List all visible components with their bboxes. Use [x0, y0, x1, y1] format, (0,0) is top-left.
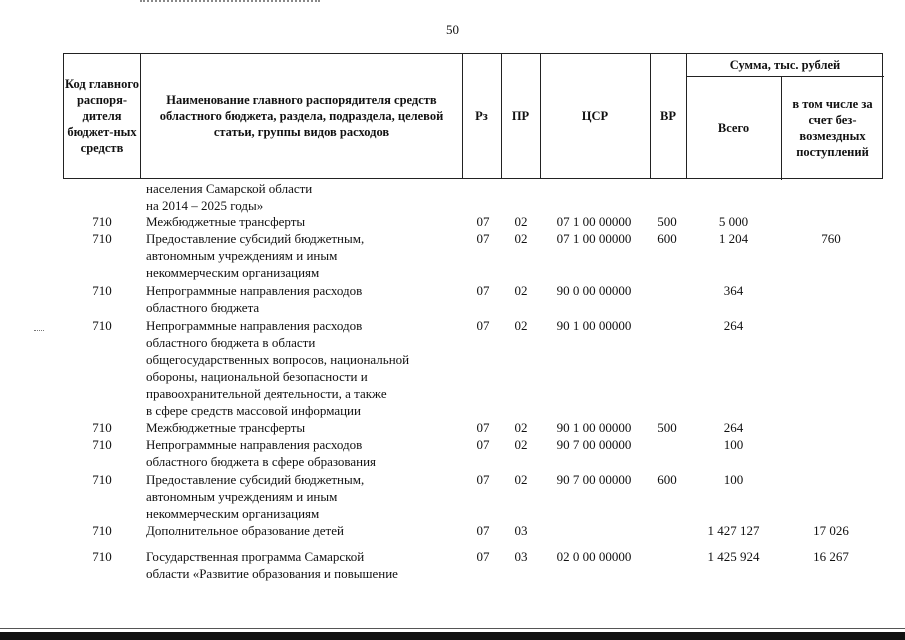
cell-pr: 02 — [514, 472, 528, 487]
cell-rz: 07 — [476, 420, 490, 435]
cell-total: 1 204 — [718, 231, 749, 246]
cell-total: 264 — [723, 420, 744, 435]
cell-code: 710 — [92, 214, 112, 229]
cell-csr: 07 1 00 00000 — [556, 231, 632, 246]
cell-name: населения Самарской области на 2014 – 2025 годы» — [146, 181, 313, 213]
cell-vr: 500 — [657, 420, 677, 435]
cell-csr: 90 1 00 00000 — [556, 420, 632, 435]
cell-rz: 07 — [476, 283, 490, 298]
header-free: в том числе за счет без-возмездных поступлений — [792, 96, 873, 159]
cell-rz: 07 — [476, 523, 490, 538]
cell-pr: 02 — [514, 231, 528, 246]
cell-total: 1 425 924 — [707, 549, 760, 564]
cell-total: 1 427 127 — [707, 523, 760, 538]
cell-vr: 600 — [657, 472, 677, 487]
cell-free: 17 026 — [813, 523, 849, 538]
cell-vr: 500 — [657, 214, 677, 229]
cell-total: 264 — [723, 318, 744, 333]
bottom-rule — [0, 632, 905, 640]
cell-total: 364 — [723, 283, 744, 298]
cell-vr: 600 — [657, 231, 677, 246]
cell-name: Предоставление субсидий бюджетным, автономным учреждениям и иным некоммерческим организациям — [146, 231, 365, 280]
cell-code: 710 — [92, 231, 112, 246]
cell-free: 760 — [821, 231, 841, 246]
header-rz: Рз — [475, 109, 488, 123]
cell-pr: 02 — [514, 437, 528, 452]
cell-name: Непрограммные направления расходов областного бюджета — [146, 283, 363, 315]
header-vr: ВР — [660, 109, 676, 123]
table-header — [63, 53, 883, 179]
cell-pr: 02 — [514, 283, 528, 298]
cell-code: 710 — [92, 420, 112, 435]
header-pr: ПР — [511, 109, 530, 123]
cell-name: Государственная программа Самарской области «Развитие образования и повышение — [146, 549, 398, 581]
cell-csr: 90 7 00 00000 — [556, 437, 632, 452]
cell-pr: 02 — [514, 420, 528, 435]
cell-pr: 03 — [514, 523, 528, 538]
cell-rz: 07 — [476, 437, 490, 452]
cell-code: 710 — [92, 318, 112, 333]
cell-pr: 02 — [514, 214, 528, 229]
cell-rz: 07 — [476, 214, 490, 229]
header-name: Наименование главного распорядителя средств областного бюджета, раздела, подраздела, целевой статьи, группы видов расходов — [159, 93, 444, 139]
header-total: Всего — [717, 120, 750, 135]
header-code: Код главного распоря-дителя бюджет-ных средств — [65, 77, 139, 155]
cell-csr: 90 0 00 00000 — [556, 283, 632, 298]
cell-rz: 07 — [476, 472, 490, 487]
header-sum: Сумма, тыс. рублей — [729, 58, 841, 72]
cell-rz: 07 — [476, 231, 490, 246]
cell-code: 710 — [92, 549, 112, 564]
cell-total: 100 — [723, 437, 744, 452]
cell-code: 710 — [92, 283, 112, 298]
cell-code: 710 — [92, 523, 112, 538]
scan-artifact-top — [140, 0, 320, 6]
cell-name: Предоставление субсидий бюджетным, автономным учреждениям и иным некоммерческим организациям — [146, 472, 365, 521]
cell-pr: 02 — [514, 318, 528, 333]
scan-artifact-margin — [34, 330, 44, 333]
cell-code: 710 — [92, 472, 112, 487]
cell-name: Непрограммные направления расходов областного бюджета в сфере образования — [146, 437, 377, 469]
cell-rz: 07 — [476, 318, 490, 333]
cell-csr: 02 0 00 00000 — [556, 549, 632, 564]
cell-name: Непрограммные направления расходов областного бюджета в области общегосударственных вопросов, национальной обороны, национальной безопасности и правоохранительной деятельности, а также в сфере средств массовой информации — [146, 318, 410, 418]
page-number: 50 — [446, 22, 459, 37]
cell-total: 100 — [723, 472, 744, 487]
cell-pr: 03 — [514, 549, 528, 564]
cell-rz: 07 — [476, 549, 490, 564]
cell-free: 16 267 — [813, 549, 849, 564]
cell-csr: 90 7 00 00000 — [556, 472, 632, 487]
header-csr: ЦСР — [581, 109, 609, 123]
cell-name: Дополнительное образование детей — [146, 523, 344, 538]
cell-csr: 90 1 00 00000 — [556, 318, 632, 333]
cell-csr: 07 1 00 00000 — [556, 214, 632, 229]
cell-name: Межбюджетные трансферты — [146, 214, 306, 229]
cell-name: Межбюджетные трансферты — [146, 420, 306, 435]
cell-code: 710 — [92, 437, 112, 452]
cell-total: 5 000 — [718, 214, 749, 229]
